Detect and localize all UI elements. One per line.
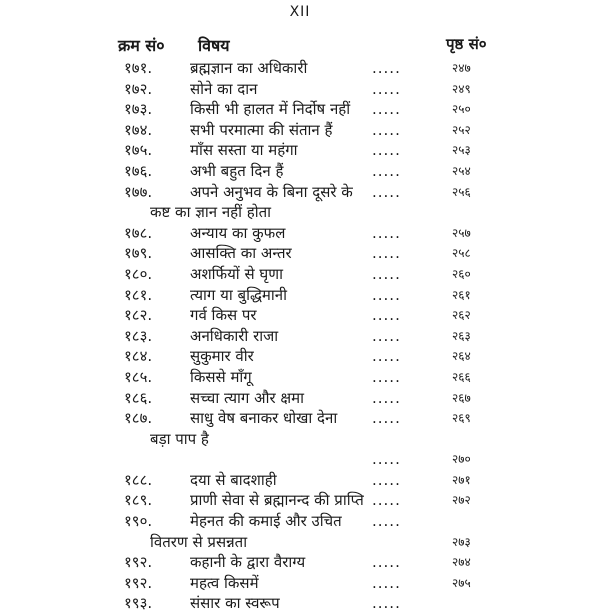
leader-dots: ..... — [372, 244, 401, 263]
entry-page-number: २६२ — [452, 308, 471, 323]
entry-page-number: २४९ — [452, 81, 471, 96]
entry-title: दया से बादशाही — [190, 470, 277, 489]
leader-dots: ..... — [372, 306, 401, 325]
entry-number: १७६. — [124, 161, 153, 180]
entry-page-number: २७१ — [452, 472, 471, 487]
entry-page-number: २७० — [452, 452, 471, 467]
contents-row — [0, 449, 600, 470]
leader-dots: ..... — [372, 573, 401, 592]
entry-page-number: २५४ — [452, 163, 471, 178]
entry-number: १७५. — [124, 141, 153, 160]
leader-dots: ..... — [372, 553, 401, 572]
contents-row — [0, 243, 600, 264]
column-header-number: क्रम सं० — [118, 36, 165, 55]
entry-number: १९२. — [124, 573, 153, 592]
contents-row — [0, 264, 600, 285]
entry-page-number: २५० — [452, 102, 471, 117]
entry-title: किसी भी हालत में निर्दोष नहीं — [190, 100, 351, 119]
leader-dots: ..... — [372, 141, 401, 160]
leader-dots: ..... — [372, 326, 401, 345]
leader-dots: ..... — [372, 450, 401, 469]
contents-row — [0, 79, 600, 100]
entry-title: ब्रह्मज्ञान का अधिकारी — [190, 59, 308, 77]
entry-page-number: २५७ — [452, 225, 471, 240]
entry-title: प्राणी सेवा से ब्रह्मानन्द की प्राप्ति — [190, 491, 364, 510]
contents-row — [0, 408, 600, 429]
leader-dots: ..... — [372, 409, 401, 428]
entry-title: अनधिकारी राजा — [190, 326, 279, 345]
contents-row — [0, 58, 600, 79]
leader-dots: ..... — [372, 594, 401, 613]
entry-title: माँस सस्ता या महंगा — [190, 141, 298, 160]
entry-number: १९२. — [124, 553, 153, 572]
page-marker: XII — [289, 4, 311, 20]
entry-title: कहानी के द्वारा वैराग्य — [190, 553, 306, 572]
entry-title: किससे माँगू — [190, 367, 252, 386]
entry-title: आसक्ति का अन्तर — [190, 244, 292, 263]
entry-page-number: २५६ — [452, 184, 471, 199]
entry-title: सुकुमार वीर — [190, 347, 254, 366]
entry-page-number: २७४ — [452, 555, 471, 570]
contents-list — [0, 58, 600, 614]
entry-page-number: २४७ — [452, 61, 471, 75]
entry-title: साधु वेष बनाकर धोखा देना — [190, 409, 338, 428]
leader-dots: ..... — [372, 491, 401, 510]
leader-dots: ..... — [372, 79, 401, 98]
leader-dots: ..... — [372, 161, 401, 180]
leader-dots: ..... — [372, 182, 401, 201]
entry-title: महत्व किसमें — [190, 573, 259, 592]
entry-page-number: २६७ — [452, 390, 471, 405]
entry-title: कष्ट का ज्ञान नहीं होता — [150, 203, 272, 222]
entry-page-number: २६४ — [452, 349, 471, 364]
contents-row — [0, 326, 600, 347]
contents-row — [0, 593, 600, 614]
entry-page-number: २७५ — [452, 575, 471, 590]
entry-page-number: २७२ — [452, 493, 471, 508]
entry-number: १७७. — [124, 182, 153, 201]
contents-row — [0, 429, 600, 450]
entry-title: अपने अनुभव के बिना दूसरे के — [190, 182, 353, 201]
entry-number: १७३. — [124, 100, 153, 119]
entry-page-number: २५८ — [452, 246, 471, 261]
contents-row — [0, 202, 600, 223]
leader-dots: ..... — [372, 512, 401, 531]
contents-row — [0, 490, 600, 511]
entry-number: १८८. — [124, 470, 153, 489]
contents-row — [0, 161, 600, 182]
entry-number: १८६. — [124, 388, 153, 407]
entry-number: १७९. — [124, 244, 153, 263]
contents-row — [0, 346, 600, 367]
entry-page-number: २७३ — [452, 534, 471, 549]
entry-title: अन्याय का कुफल — [190, 223, 286, 242]
entry-title: गर्व किस पर — [190, 306, 257, 325]
entry-number: १८५. — [124, 367, 153, 386]
entry-page-number: २५३ — [452, 143, 471, 158]
entry-title: सभी परमात्मा की संतान हैं — [190, 120, 333, 139]
entry-title: बड़ा पाप है — [150, 429, 209, 448]
entry-page-number: २५२ — [452, 122, 471, 137]
entry-title: वितरण से प्रसन्नता — [150, 532, 248, 551]
contents-row — [0, 532, 600, 553]
entry-page-number: २६९ — [452, 411, 471, 426]
contents-row — [0, 552, 600, 573]
contents-row — [0, 285, 600, 306]
entry-title: सच्चा त्याग और क्षमा — [190, 388, 304, 407]
leader-dots: ..... — [372, 264, 401, 283]
entry-title: सोने का दान — [190, 79, 258, 98]
entry-number: १७८. — [124, 223, 153, 242]
column-header-subject: विषय — [198, 36, 230, 55]
leader-dots: ..... — [372, 100, 401, 119]
contents-row — [0, 99, 600, 120]
entry-title: मेहनत की कमाई और उचित — [190, 512, 342, 531]
leader-dots: ..... — [372, 120, 401, 139]
entry-page-number: २६१ — [452, 287, 471, 302]
entry-number: १८४. — [124, 347, 153, 366]
contents-row — [0, 511, 600, 532]
contents-row — [0, 470, 600, 491]
entry-number: १७२. — [124, 79, 153, 98]
entry-title: अभी बहुत दिन हैं — [190, 161, 284, 180]
entry-number: १९०. — [124, 512, 153, 531]
entry-title: अशर्फियों से घृणा — [190, 264, 283, 283]
leader-dots: ..... — [372, 347, 401, 366]
leader-dots: ..... — [372, 470, 401, 489]
contents-row — [0, 388, 600, 409]
contents-row — [0, 182, 600, 203]
entry-number: १८९. — [124, 491, 153, 510]
entry-title: त्याग या बुद्धिमानी — [190, 285, 288, 304]
leader-dots: ..... — [372, 367, 401, 386]
entry-number: १७१. — [124, 59, 153, 77]
leader-dots: ..... — [372, 223, 401, 242]
entry-number: १८१. — [124, 285, 153, 304]
entry-page-number: २६३ — [452, 328, 471, 343]
contents-row — [0, 305, 600, 326]
entry-number: १८०. — [124, 264, 153, 283]
entry-number: १८७. — [124, 409, 153, 428]
entry-number: १८२. — [124, 306, 153, 325]
leader-dots: ..... — [372, 59, 401, 77]
entry-page-number: २६० — [452, 266, 471, 281]
contents-row — [0, 120, 600, 141]
leader-dots: ..... — [372, 285, 401, 304]
contents-row — [0, 223, 600, 244]
contents-row — [0, 140, 600, 161]
entry-number: १७४. — [124, 120, 153, 139]
entry-page-number: २६६ — [452, 369, 471, 384]
entry-title: संसार का स्वरूप — [190, 594, 280, 613]
leader-dots: ..... — [372, 388, 401, 407]
entry-number: १८३. — [124, 326, 153, 345]
entry-number: १९३. — [124, 594, 153, 613]
contents-row — [0, 573, 600, 594]
contents-row — [0, 367, 600, 388]
column-header-page: पृष्ठ सं० — [446, 35, 487, 53]
